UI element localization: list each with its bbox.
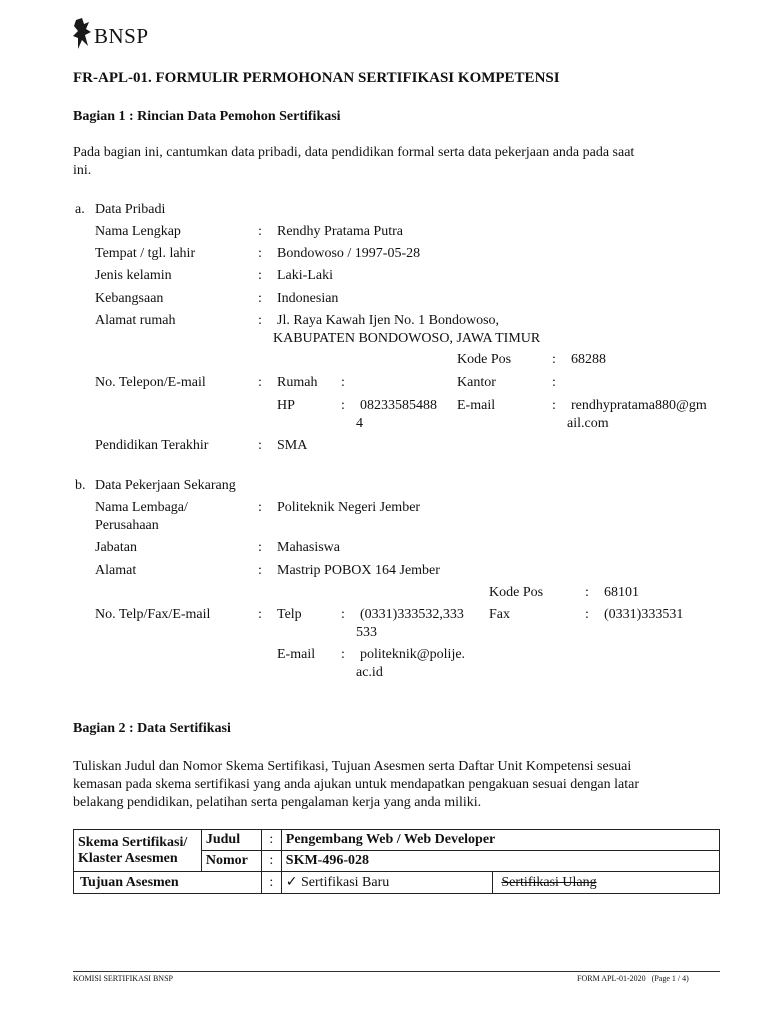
skema-label: Skema Sertifikasi/ Klaster Asesmen: [74, 830, 202, 872]
bagian1-intro-cont: ini.: [73, 163, 92, 178]
colon: :: [258, 607, 262, 622]
bagian1-heading: Bagian 1 : Rincian Data Pemohon Sertifikasi: [73, 109, 341, 124]
section-b-marker: b.: [75, 478, 86, 493]
kantor-email-value-cont: ac.id: [356, 665, 383, 680]
telp-value-cont: 533: [356, 625, 377, 640]
alamat-line2: KABUPATEN BONDOWOSO, JAWA TIMUR: [273, 331, 541, 346]
kantor-email-label: E-mail: [277, 647, 316, 662]
jabatan-value: Mahasiswa: [277, 540, 340, 555]
tujuan-label: Tujuan Asesmen: [74, 872, 262, 894]
colon: :: [341, 647, 345, 662]
telepon-label: No. Telepon/E-mail: [95, 375, 206, 390]
footer-left: KOMISI SERTIFIKASI BNSP: [73, 974, 173, 983]
kantor-alamat-label: Alamat: [95, 563, 137, 578]
kantor-kodepos-value: 68101: [604, 585, 639, 600]
colon: :: [261, 872, 281, 894]
colon: :: [261, 851, 281, 872]
bagian2-intro: Tuliskan Judul dan Nomor Skema Sertifikasi, Tujuan Asesmen serta Daftar Unit Kompetensi sesuai: [73, 759, 632, 774]
ttl-label: Tempat / tgl. lahir: [95, 246, 196, 261]
kodepos-label: Kode Pos: [457, 352, 512, 367]
kantor-telp-label: No. Telp/Fax/E-mail: [95, 607, 211, 622]
ttl-value: Bondowoso / 1997-05-28: [277, 246, 421, 261]
option-sertifikasi-baru[interactable]: [281, 872, 493, 894]
email-value-cont: ail.com: [567, 416, 609, 431]
colon: :: [258, 438, 262, 453]
hp-value-cont: 4: [356, 416, 363, 431]
kebangsaan-label: Kebangsaan: [95, 291, 164, 306]
kantor-alamat-value: Mastrip POBOX 164 Jember: [277, 563, 440, 578]
judul-value: Pengembang Web / Web Developer: [281, 830, 719, 851]
rumah-label: Rumah: [277, 375, 318, 390]
colon: :: [258, 268, 262, 283]
lembaga-label-cont: Perusahaan: [95, 518, 159, 533]
colon: :: [341, 375, 345, 390]
colon: :: [552, 375, 556, 390]
kebangsaan-value: Indonesian: [277, 291, 339, 306]
pendidikan-label: Pendidikan Terakhir: [95, 438, 209, 453]
colon: :: [258, 563, 262, 578]
colon: :: [552, 398, 556, 413]
option-label: Sertifikasi Baru: [301, 875, 390, 890]
colon: :: [585, 585, 589, 600]
judul-label: Judul: [201, 830, 261, 851]
lembaga-label: Nama Lembaga/: [95, 500, 188, 515]
colon: :: [585, 607, 589, 622]
nomor-label: Nomor: [201, 851, 261, 872]
check-icon: ✓: [285, 874, 298, 890]
colon: :: [341, 607, 345, 622]
colon: :: [258, 224, 262, 239]
jk-label: Jenis kelamin: [95, 268, 172, 283]
skema-table: [73, 829, 720, 894]
telp-value: (0331)333532,333: [360, 607, 464, 622]
footer-divider: [73, 971, 720, 972]
telp-sublabel: Telp: [277, 607, 302, 622]
nomor-value: SKM-496-028: [281, 851, 719, 872]
nama-value: Rendhy Pratama Putra: [277, 224, 403, 239]
table-row: [74, 872, 720, 894]
colon: :: [258, 313, 262, 328]
nama-label: Nama Lengkap: [95, 224, 181, 239]
colon: :: [258, 500, 262, 515]
fax-value: (0331)333531: [604, 607, 684, 622]
section-a-marker: a.: [75, 202, 85, 217]
fax-label: Fax: [489, 607, 510, 622]
colon: :: [258, 246, 262, 261]
option-sertifikasi-ulang[interactable]: [493, 872, 720, 894]
bnsp-emblem-icon: [72, 16, 94, 52]
colon: :: [258, 291, 262, 306]
pendidikan-value: SMA: [277, 438, 308, 453]
colon: :: [341, 398, 345, 413]
email-label: E-mail: [457, 398, 496, 413]
colon: :: [261, 830, 281, 851]
jabatan-label: Jabatan: [95, 540, 137, 555]
jk-value: Laki-Laki: [277, 268, 333, 283]
kantor-label: Kantor: [457, 375, 496, 390]
kantor-email-value: politeknik@polije.: [360, 647, 466, 662]
hp-value: 08233585488: [360, 398, 437, 413]
kantor-kodepos-label: Kode Pos: [489, 585, 544, 600]
kodepos-value: 68288: [571, 352, 606, 367]
bagian2-heading: Bagian 2 : Data Sertifikasi: [73, 721, 231, 736]
bagian1-intro: Pada bagian ini, cantumkan data pribadi, data pendidikan formal serta data pekerjaan anda pada saat: [73, 145, 635, 160]
bagian2-intro-cont: kemasan pada skema sertifikasi yang anda ajukan untuk mendapatkan pengakuan sesuai dengan latar: [73, 777, 640, 792]
logo-text: BNSP: [94, 24, 149, 48]
colon: :: [258, 540, 262, 555]
option-label: Sertifikasi Ulang: [501, 874, 597, 890]
table-row: [74, 830, 720, 851]
colon: :: [258, 375, 262, 390]
footer-right: FORM APL-01-2020 (Page 1 / 4): [577, 974, 689, 983]
lembaga-value: Politeknik Negeri Jember: [277, 500, 421, 515]
hp-label: HP: [277, 398, 295, 413]
section-b-title: Data Pekerjaan Sekarang: [95, 478, 236, 493]
colon: :: [552, 352, 556, 367]
form-title: FR-APL-01. FORMULIR PERMOHONAN SERTIFIKASI KOMPETENSI: [73, 70, 560, 86]
alamat-line1: Jl. Raya Kawah Ijen No. 1 Bondowoso,: [277, 313, 500, 328]
bnsp-logo: [72, 14, 172, 54]
email-value: rendhypratama880@gm: [571, 398, 707, 413]
bagian2-intro-cont2: belakang pendidikan, pelatihan serta pengalaman kerja yang anda miliki.: [73, 795, 482, 810]
section-a-title: Data Pribadi: [95, 202, 166, 217]
alamat-label: Alamat rumah: [95, 313, 176, 328]
